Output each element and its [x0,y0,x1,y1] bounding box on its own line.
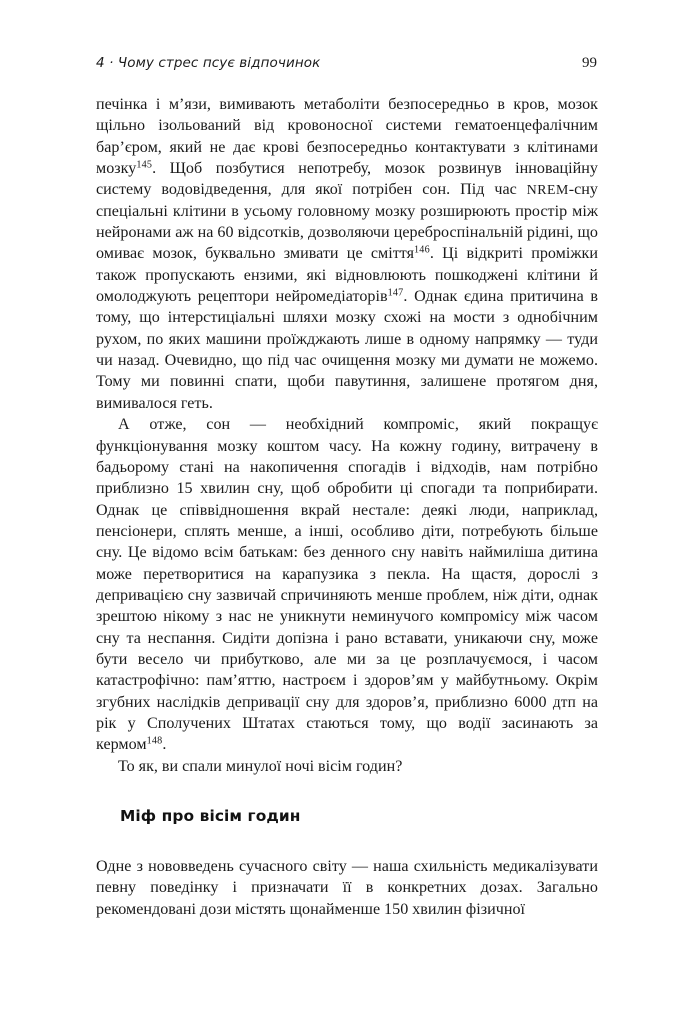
paragraph-1-text-b: . Щоб позбутися непотребу, мозок розвинув інноваційну систему водовідведення, для якої потрібен сон. Під час [96,160,598,199]
spacer-above-heading [96,777,598,806]
footnote-ref-146: 146 [414,245,430,257]
footnote-ref-148: 148 [146,736,163,748]
footnote-ref-145: 145 [136,159,153,171]
text-column [96,94,598,920]
paragraph-medicalization: Одне з нововведень сучасного світу — наша схильність медикалізувати певну поведінку і призначати її в конкретних дозах. Загально рекомендовані дози містять щонайменше 150 хвилин фізичної [96,858,598,918]
paragraph-1-text-c: -сну спеціальні клітини в усьому головному мозку розширюють простір між нейронами аж на 60 відсотків, дозволяючи цереброспінальній рідині, що омиває мозок, буквально змивати це сміття [96,181,598,263]
paragraph-2-text-c: . [162,736,167,754]
footnote-ref-147: 147 [387,287,404,299]
paragraph-question: То як, ви спали минулої ночі вісім годин? [118,757,403,775]
page-number: 99 [582,55,597,71]
paragraph-continued [96,94,598,414]
paragraph-1-text-d: . Ці відкриті проміжки також пропускають ензими, які відновлюють пошкоджені клітини й омолоджують рецептори нейромедіаторів [96,245,598,306]
running-head-chapter: 4 · Чому стрес псує відпочинок [96,55,321,71]
dtp-smallcaps: дтп [552,693,576,711]
paragraph-1-text-e: . Однак єдина притичина в тому, що інтерстиціальні шляхи мозку схожі на мости з однобічним рухом, по яких машини проїжджають лише в одному напрямку — туди чи назад. Очевидно, що під час очищення мозку ми думати не можемо. Тому ми повинні спати, щоби павутиння, залишене протягом дня, вимивалося геть. [96,288,598,412]
nrem-smallcaps: NREM [526,182,569,198]
spacer-below-heading [96,827,598,856]
paragraph-2-text-a: А отже, сон — необхідний компроміс, який покращує функціонування мозку коштом часу. На кожну годину, витрачену в бадьорому стані на накопичення спогадів і відходів, нам потрібно приблизно 15 хвилин сну, щоб обробити ці спогади та поприбирати. Однак це співвідношення вкрай нестале: деякі люди, наприклад, пенсіонери, сплять менше, а інші, особливо діти, потребують більше сну. Це відомо всім батькам: без денного сну навіть наймиліша дитина може перетворитися на карапузика з пекла. На щастя, дорослі з депривацією сну зазвичай спричиняють менше проблем, ніж діти, однак зрештою нікому з нас не уникнути неминучого компромісу між часом сну та неспання. Сидіти допізна і рано вставати, уникаючи сну, може бути весело чи прибутково, але ми за це розплачуємося, і часом катастрофічно: пам’яттю, настроєм і здоров’ям у майбутньому. Окрім згубних наслідків депривації сну для здоров’я, приблизно 6000 [96,416,598,711]
paragraph-2-text-b: на рік у Сполучених Штатах стаються тому, що водії засинають за кермом [96,693,598,754]
running-head [96,55,597,75]
paragraph-sleep-compromise [96,414,598,756]
paragraph-1-text-a: печінка і м’язи, вимивають метаболіти безпосередньо в кров, мозок щільно ізольований від кровоносної системи гематоенцефалічним бар’єром, який не дає крові безпосередньо контактувати з клітинами мозку [96,96,598,178]
section-heading-eight-hour-myth: Міф про вісім годин [120,807,301,825]
